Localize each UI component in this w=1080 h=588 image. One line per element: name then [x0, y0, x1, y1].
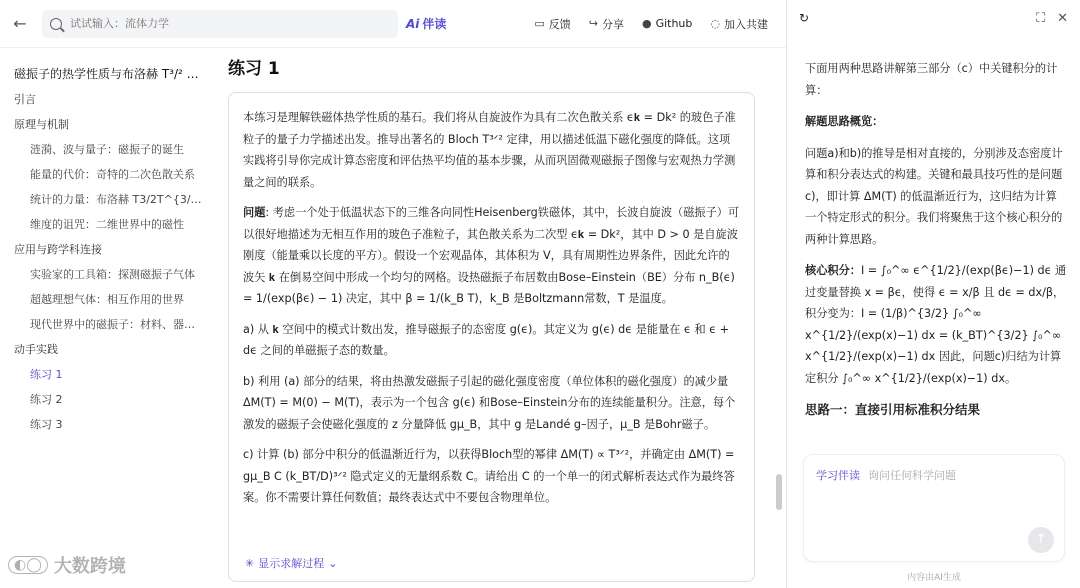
- toc-item[interactable]: 动手实践: [14, 343, 58, 356]
- share-icon: ↪: [588, 17, 598, 30]
- send-icon[interactable]: ↑: [1028, 527, 1054, 553]
- search-icon: [50, 18, 62, 30]
- top-bar: [0, 0, 786, 48]
- github-icon: ●: [641, 17, 652, 30]
- problem-label: 问题: [243, 206, 266, 219]
- toc-item[interactable]: 应用与跨学科连接: [14, 243, 102, 256]
- toc-item[interactable]: 现代世界中的磁振子：材料、器…: [30, 318, 195, 331]
- main-content: [212, 48, 772, 588]
- refresh-icon[interactable]: ↻: [799, 11, 810, 25]
- share-label: 分享: [601, 17, 624, 31]
- share-button[interactable]: [589, 16, 624, 32]
- problem-statement: [243, 202, 740, 310]
- ai-disclaimer: 内容由AI生成: [907, 573, 961, 583]
- join-button[interactable]: [710, 16, 768, 32]
- part-b: b) 利用 (a) 部分的结果，将由热激发磁振子引起的磁化强度密度（单位体积的磁化强度）的减少量 ΔM(T) = M(0) − M(T)，表示为一个包含 g(ϵ) 和Bose–Einstein分布的连续能量积分。注意，每个激发的磁振子会使磁化强度的 z 分量降低 gμ_B，其中 g 是Landé g–因子，μ_B 是Bohr磁子。: [243, 374, 736, 431]
- chat-bubble-icon: ◌: [710, 17, 720, 30]
- core-heading: 核心积分：: [805, 264, 861, 277]
- overview-text: 问题a)和b)的推导是相对直接的，分别涉及态密度计算和积分表达式的构建。关键和最具技巧性的是问题c)，即计算 ΔM(T) 的低温渐近行为，这归结为计算一个特定形式的积分。我们将聚焦于这个核心积分的两种计算思路。: [805, 146, 1063, 246]
- toc-item[interactable]: 原理与机制: [14, 118, 69, 131]
- feedback-label: 反馈: [548, 17, 571, 31]
- toc-item[interactable]: 能量的代价：奇特的二次色散关系: [30, 168, 195, 181]
- page-title: 练习 1: [228, 59, 280, 79]
- chevron-down-icon: ⌄: [328, 556, 338, 570]
- close-icon[interactable]: ✕: [1057, 10, 1068, 26]
- search-input[interactable]: [70, 17, 370, 30]
- core-text: I = ∫₀^∞ ϵ^{1/2}/(exp(βϵ)−1) dϵ 通过变量替换 x = βϵ，使得 ϵ = x/β 且 dϵ = dx/β，积分变为：I = (1/β)^{3/2} ∫₀^∞ x^{1/2}/(exp(x)−1) dx = (k_BT)^{3/2} ∫₀^∞ x^{1/2}/(exp(x)−1) dx 因此，问题c)归结为计算定积分 ∫₀^∞ x^{1/2}/(exp(x)−1) dx。: [805, 264, 1067, 385]
- toc-item[interactable]: 引言: [14, 93, 36, 106]
- toc-item[interactable]: 练习 2: [30, 393, 63, 406]
- join-label: 加入共建: [724, 17, 768, 31]
- watermark-logo-icon: ◐◯: [8, 556, 48, 574]
- sparkle-icon: ✳: [245, 556, 255, 570]
- expand-icon[interactable]: ⛶: [1035, 10, 1046, 26]
- toc-item[interactable]: 涟漪、波与量子：磁振子的诞生: [30, 143, 184, 156]
- part-c: c) 计算 (b) 部分中积分的低温渐近行为，以获得Bloch型的幂律 ΔM(T) ∝ T³ᐟ²，并确定由 ΔM(T) = gμ_B C (k_BT/D)³ᐟ² 隐式定义的无量纲系数 C。请给出 C 的一个单一的闭式解析表达式作为最终答案。你不需要计算任何数值；最终表达式中不要包含物理单位。: [243, 448, 735, 504]
- table-of-contents: [0, 48, 212, 588]
- exercise-intro: 本练习是理解铁磁体热学性质的基石。我们将从自旋波作为具有二次色散关系 ϵ𝐤 = Dk² 的玻色子准粒子的量子力学描述出发。推导出著名的 Bloch T³ᐟ² 定律，用以描述低温下磁化强度的降低。这项实践将引导你完成计算态密度和评估热平均值的基本步骤，从而巩固微观磁振子图像与宏观热力学测量之间的联系。: [243, 111, 736, 189]
- show-solution-label: 显示求解过程: [258, 557, 325, 570]
- part-a: a) 从 𝐤 空间中的模式计数出发，推导磁振子的态密度 g(ϵ)。其定义为 g(ϵ) dϵ 是能量在 ϵ 和 ϵ + dϵ 之间的单磁振子态的数量。: [243, 322, 730, 357]
- ai-icon: Ai: [406, 16, 420, 31]
- ai-reading-label: 伴读: [422, 17, 447, 31]
- answer-intro: 下面用两种思路讲解第三部分（c）中关键积分的计算：: [805, 62, 1058, 97]
- panel-answer: [805, 58, 1067, 453]
- watermark-text: 大数跨境: [53, 556, 126, 577]
- toc-item[interactable]: 维度的诅咒：二维世界中的磁性: [30, 218, 184, 231]
- scrollbar[interactable]: [776, 474, 782, 510]
- github-label: Github: [655, 17, 693, 30]
- problem-text: : 考虑一个处于低温状态下的三维各向同性Heisenberg铁磁体，其中，长波自旋波（磁振子）可以很好地描述为无相互作用的玻色子准粒子，其色散关系为二次型 ϵ𝐤 = Dk²，其中 D > 0 是自旋波刚度（能量乘以长度的平方）。假设一个宏观晶体，其体积为 V，具有周期性边界条件，因此允许的波矢 𝐤 在倒易空间中形成一个均匀的网格。设热磁振子布居数由Bose–Einstein（BE）分布 n_B(ϵ) = 1/(exp(βϵ) − 1) 决定，其中 β = 1/(k_B T)，k_B 是Boltzmann常数，T 是温度。: [243, 206, 740, 305]
- approach-heading: 思路一：直接引用标准积分结果: [805, 402, 981, 417]
- toc-item[interactable]: 统计的力量：布洛赫 T3/2T^{3/…: [30, 193, 202, 206]
- ai-reading-button[interactable]: [406, 15, 446, 32]
- search-box[interactable]: [42, 10, 398, 38]
- core-integral: [805, 260, 1067, 389]
- chat-input-box[interactable]: [803, 454, 1065, 562]
- toc-item[interactable]: 练习 3: [30, 418, 63, 431]
- exercise-card: [228, 92, 755, 582]
- chat-label: 学习伴读: [816, 469, 860, 482]
- chat-input[interactable]: 询问任何科学问题: [868, 469, 956, 482]
- show-solution-toggle[interactable]: [245, 555, 337, 571]
- feedback-button[interactable]: [534, 16, 570, 32]
- overview-heading: 解题思路概览：: [805, 115, 884, 128]
- feedback-icon: ▭: [534, 17, 545, 30]
- panel-header: [787, 0, 1080, 36]
- github-button[interactable]: [642, 17, 692, 30]
- watermark: [8, 552, 126, 578]
- toc-title[interactable]: 磁振子的热学性质与布洛赫 T³/² …: [14, 67, 199, 81]
- back-arrow-icon[interactable]: ←: [13, 14, 27, 33]
- toc-item[interactable]: 实验家的工具箱：探测磁振子气体: [30, 268, 195, 281]
- ai-reading-panel: [786, 0, 1080, 588]
- toc-item[interactable]: 超越理想气体：相互作用的世界: [30, 293, 184, 306]
- toc-item-active[interactable]: 练习 1: [30, 368, 63, 381]
